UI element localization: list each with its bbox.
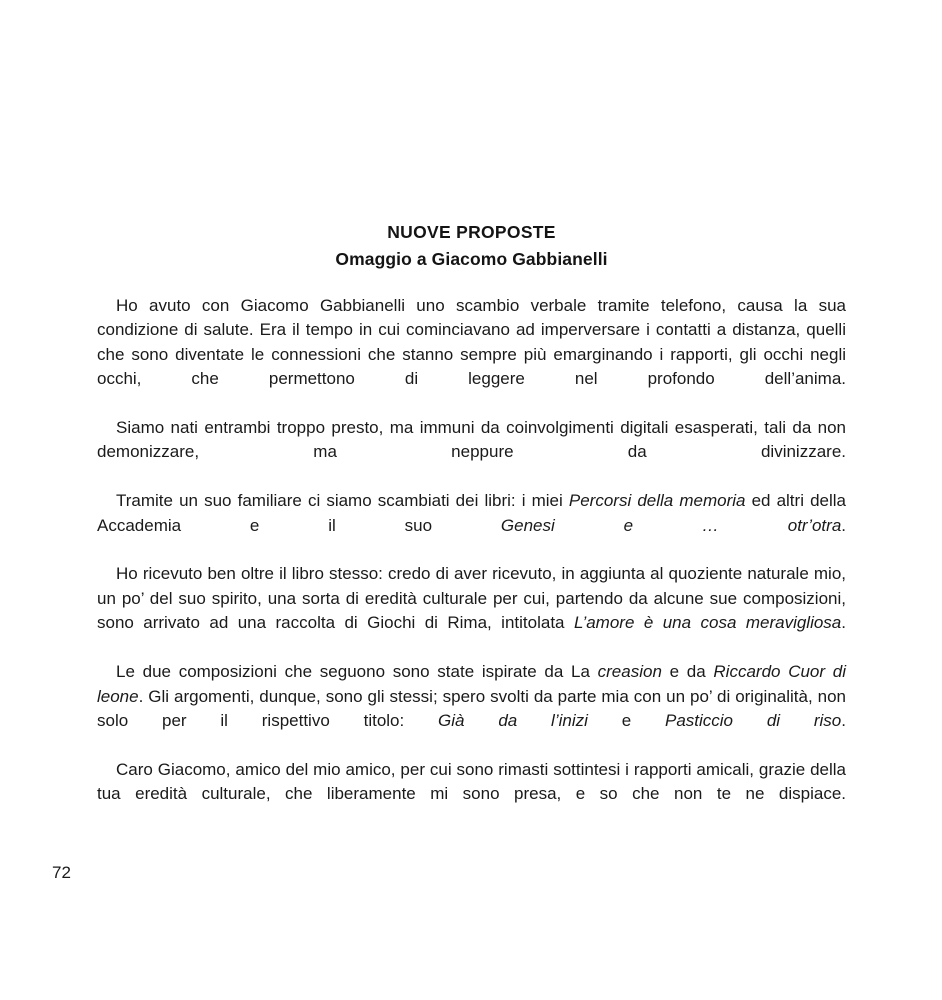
paragraph <box>97 758 846 831</box>
text-run: Caro Giacomo, amico del mio amico, per cui sono rimasti sottintesi i rapporti amicali, grazie della tua eredità culturale, che liberamente mi sono presa, e so che non te ne dispiace. <box>97 759 846 804</box>
text-run: Tramite un suo familiare ci siamo scambiati dei libri: i miei <box>116 491 569 511</box>
text-run: ed altri della Accademia e il suo <box>97 491 846 535</box>
text-run: e <box>587 710 665 730</box>
text-column <box>97 220 846 831</box>
text-run: Le due composizioni che seguono sono state ispirate da La <box>116 662 598 682</box>
page-title: NUOVE PROPOSTE <box>387 222 556 242</box>
italic-title: Genesi e … otr’otra <box>500 515 842 535</box>
italic-title: Riccardo Cuor di leone <box>97 662 846 706</box>
italic-title: Pasticcio di riso <box>664 710 842 730</box>
page-subtitle: Omaggio a Giacomo Gabbianelli <box>335 249 608 269</box>
body-text <box>97 294 846 831</box>
text-run: . <box>841 710 846 730</box>
paragraph <box>97 562 846 660</box>
text-run: . Gli argomenti, dunque, sono gli stessi; spero svolti da parte mia con un po’ di originalità, non solo per il rispettivo titolo: <box>97 686 846 730</box>
paragraph <box>97 489 846 562</box>
page-number: 72 <box>52 863 71 882</box>
text-run: Ho avuto con Giacomo Gabbianelli uno scambio verbale tramite telefono, causa la sua condizione di salute. Era il tempo in cui cominciavano ad imperversare i contatti a distanza, quelli che sono diventate le connessioni che stanno sempre più emarginando i rapporti, gli occhi negli occhi, che permettono di leggere nel profondo dell’anima. <box>97 296 846 389</box>
italic-title: creasion <box>597 662 662 682</box>
heading-block <box>97 220 846 272</box>
italic-title: L’amore è una cosa meravigliosa <box>573 613 842 633</box>
paragraph <box>97 660 846 758</box>
text-run: Siamo nati entrambi troppo presto, ma immuni da coinvolgimenti digitali esasperati, tali da non demonizzare, ma neppure da divinizzare. <box>97 418 846 462</box>
text-run: . <box>841 613 846 633</box>
paragraph <box>97 416 846 489</box>
paragraph <box>97 294 846 416</box>
text-run: e da <box>661 662 714 682</box>
italic-title: Percorsi della memoria <box>568 491 746 511</box>
italic-title: Già da l’inizi <box>438 710 588 730</box>
text-run: . <box>841 515 847 535</box>
text-run: Ho ricevuto ben oltre il libro stesso: credo di aver ricevuto, in aggiunta al quoziente naturale mio, un po’ del suo spirito, una sorta di eredità culturale per cui, partendo da alcune sue composizioni, sono arrivato ad una raccolta di Giochi di Rima, intitolata <box>97 564 846 633</box>
